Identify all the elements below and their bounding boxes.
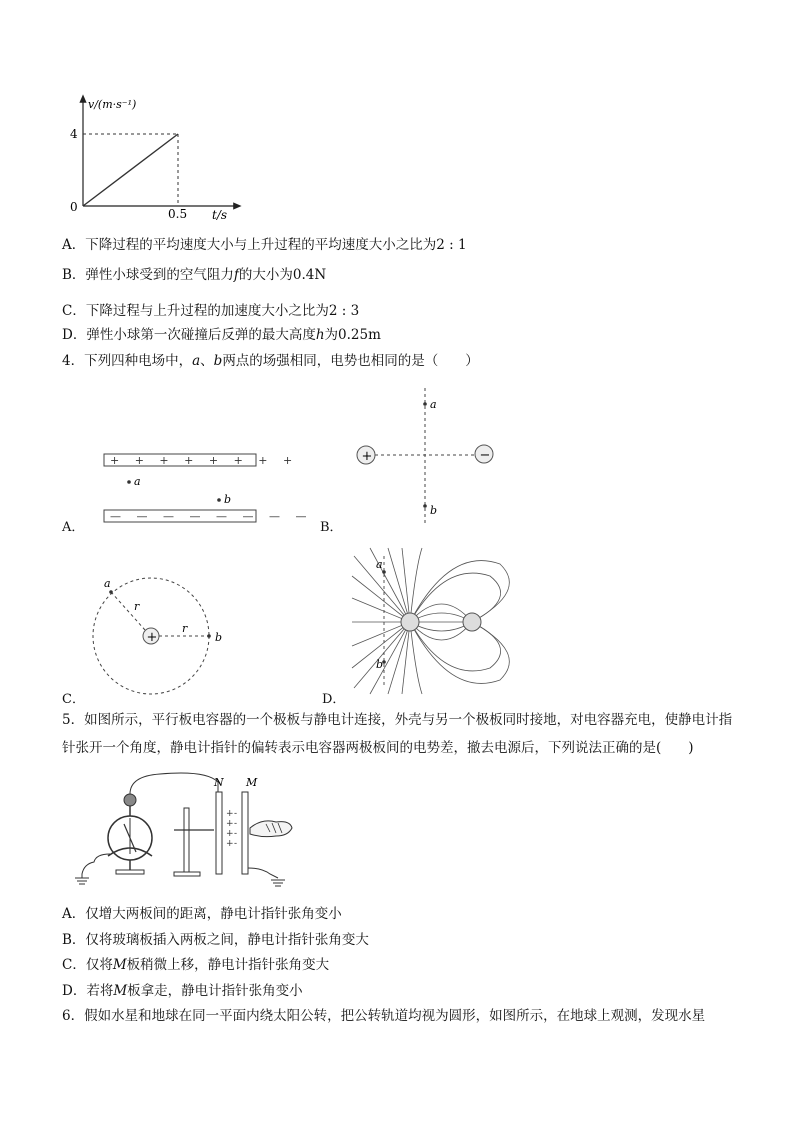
q4-figure-d-label: D． [322, 692, 346, 707]
option-text: 下降过程的平均速度大小与上升过程的平均速度大小之比为2 : 1 [85, 237, 467, 253]
plate-symbol: M [112, 957, 127, 973]
bottom-plate-charges: — — — — — — — — [110, 510, 313, 523]
option-text-pre: 弹性小球第一次碰撞后反弹的最大高度 [86, 327, 316, 343]
q4-figure-b-label: B． [320, 520, 343, 535]
point-b-dot [207, 634, 211, 638]
plate-n-charges-3: + [226, 829, 234, 839]
q4-stem: 4．下列四种电场中，a、b两点的场强相同，电势也相同的是（ ） [62, 353, 479, 369]
plate-m-charges-4: - [234, 839, 238, 849]
point-b-label: b [376, 658, 384, 671]
top-plate-charges: + + + + + + + + [110, 454, 299, 467]
option-letter: A． [62, 237, 86, 253]
force-symbol: f [233, 267, 239, 283]
point-b-label: b [224, 493, 232, 506]
velocity-time-graph [60, 92, 250, 222]
ground-wire-left [82, 854, 110, 878]
point-a-label: a [430, 398, 437, 411]
option-letter: B． [62, 932, 86, 948]
option-text-post: 板拿走，静电计指针张角变小 [127, 983, 303, 999]
plate-n [216, 792, 222, 874]
point-a-dot [109, 590, 113, 594]
point-a-label: a [134, 475, 141, 488]
q4-figure-c-label: C． [62, 692, 85, 707]
option-text-post: 为0.25m [324, 327, 381, 343]
q3-option-c [62, 302, 359, 320]
left-charge [401, 613, 419, 631]
plate-n-charges-4: + [226, 839, 234, 849]
positive-sign: + [146, 630, 158, 645]
electroscope-ball [124, 794, 136, 806]
plate-m-label: M [246, 776, 258, 789]
origin-label: 0 [70, 200, 78, 214]
q4-figure-a-parallel-plates [98, 448, 313, 528]
radius-label-a: r [134, 600, 140, 613]
q5-option-a [62, 905, 342, 923]
plate-symbol: M [113, 983, 128, 999]
point-a-dot [382, 570, 386, 574]
q5-option-c [62, 956, 329, 974]
y-tick-4: 4 [70, 127, 78, 141]
plate-m-charges-2: - [234, 819, 238, 829]
q5-stem: 5．如图所示，平行板电容器的一个极板与静电计连接，外壳与另一个极板同时接地，对电容器充电，使静电计指针张开一个角度，静电计指针的偏转表示电容器两极板间的电势差，撤去电源后，下列说法正确的是( ) [62, 712, 733, 756]
negative-sign: − [479, 448, 491, 463]
option-text-pre: 若将 [86, 983, 114, 999]
q5-electroscope-capacitor-figure [66, 768, 306, 892]
option-letter: D． [62, 327, 87, 343]
plate-m-charges: - [234, 809, 238, 819]
option-text: 下降过程与上升过程的加速度大小之比为2 : 3 [85, 303, 360, 319]
option-text-pre: 弹性小球受到的空气阻力 [85, 267, 234, 283]
option-text: 仅将玻璃板插入两板之间，静电计指针张角变大 [85, 932, 369, 948]
y-axis-label: v/(m·s⁻¹) [88, 98, 137, 111]
point-a-label: a [376, 558, 383, 571]
radius-to-a [111, 592, 145, 630]
height-symbol: h [315, 327, 325, 343]
hand-icon [250, 821, 292, 837]
point-b-dot [217, 498, 221, 502]
q3-option-d [62, 326, 381, 344]
q3-option-b [62, 266, 326, 284]
point-a-dot [423, 402, 427, 406]
plate-n-charges-2: + [226, 819, 234, 829]
option-letter: C． [62, 957, 86, 973]
option-letter: B． [62, 267, 86, 283]
plate-m-charges-3: - [234, 829, 238, 839]
connecting-wire [130, 773, 218, 794]
q3-option-a [62, 236, 467, 254]
option-text-post: 板稍微上移，静电计指针张角变大 [126, 957, 330, 973]
q4-figure-b-dipole-bisector [350, 382, 510, 526]
q6-stem: 6．假如水星和地球在同一平面内绕太阳公转，把公转轨道均视为圆形，如图所示，在地球上观测，发现水星 [62, 1008, 706, 1024]
electroscope-base [116, 870, 144, 874]
ground-wire-right [248, 868, 278, 878]
glass-plate-base [174, 872, 200, 876]
point-b-dot [423, 504, 427, 508]
ground-symbol-right [271, 880, 285, 886]
option-text-pre: 仅将 [85, 957, 113, 973]
plate-m [242, 792, 248, 874]
plate-n-charges: + [226, 809, 234, 819]
x-tick-0.5: 0.5 [168, 207, 188, 221]
positive-sign: + [361, 449, 373, 464]
option-letter: C． [62, 303, 86, 319]
right-charge [463, 613, 481, 631]
q5-option-d [62, 982, 303, 1000]
point-b-label: b [215, 631, 223, 644]
q5-option-b [62, 931, 369, 949]
velocity-line [83, 134, 178, 206]
point-a-label: a [104, 577, 111, 590]
ground-symbol-left [75, 878, 89, 884]
option-text-post: 的大小为0.4N [238, 267, 327, 283]
point-a-dot [127, 480, 131, 484]
point-b-label: b [430, 504, 438, 517]
q4-figure-d-field-lines [350, 546, 520, 696]
plate-n-label: N [214, 776, 224, 789]
radius-label-b: r [182, 622, 188, 635]
glass-plate [184, 808, 189, 872]
x-axis-label: t/s [212, 208, 228, 222]
q4-figure-a-label: A． [62, 520, 85, 535]
q4-figure-c-point-charge-circle [88, 570, 223, 695]
option-letter: D． [62, 983, 87, 999]
option-text: 仅增大两板间的距离，静电计指针张角变小 [85, 906, 342, 922]
option-letter: A． [62, 906, 86, 922]
